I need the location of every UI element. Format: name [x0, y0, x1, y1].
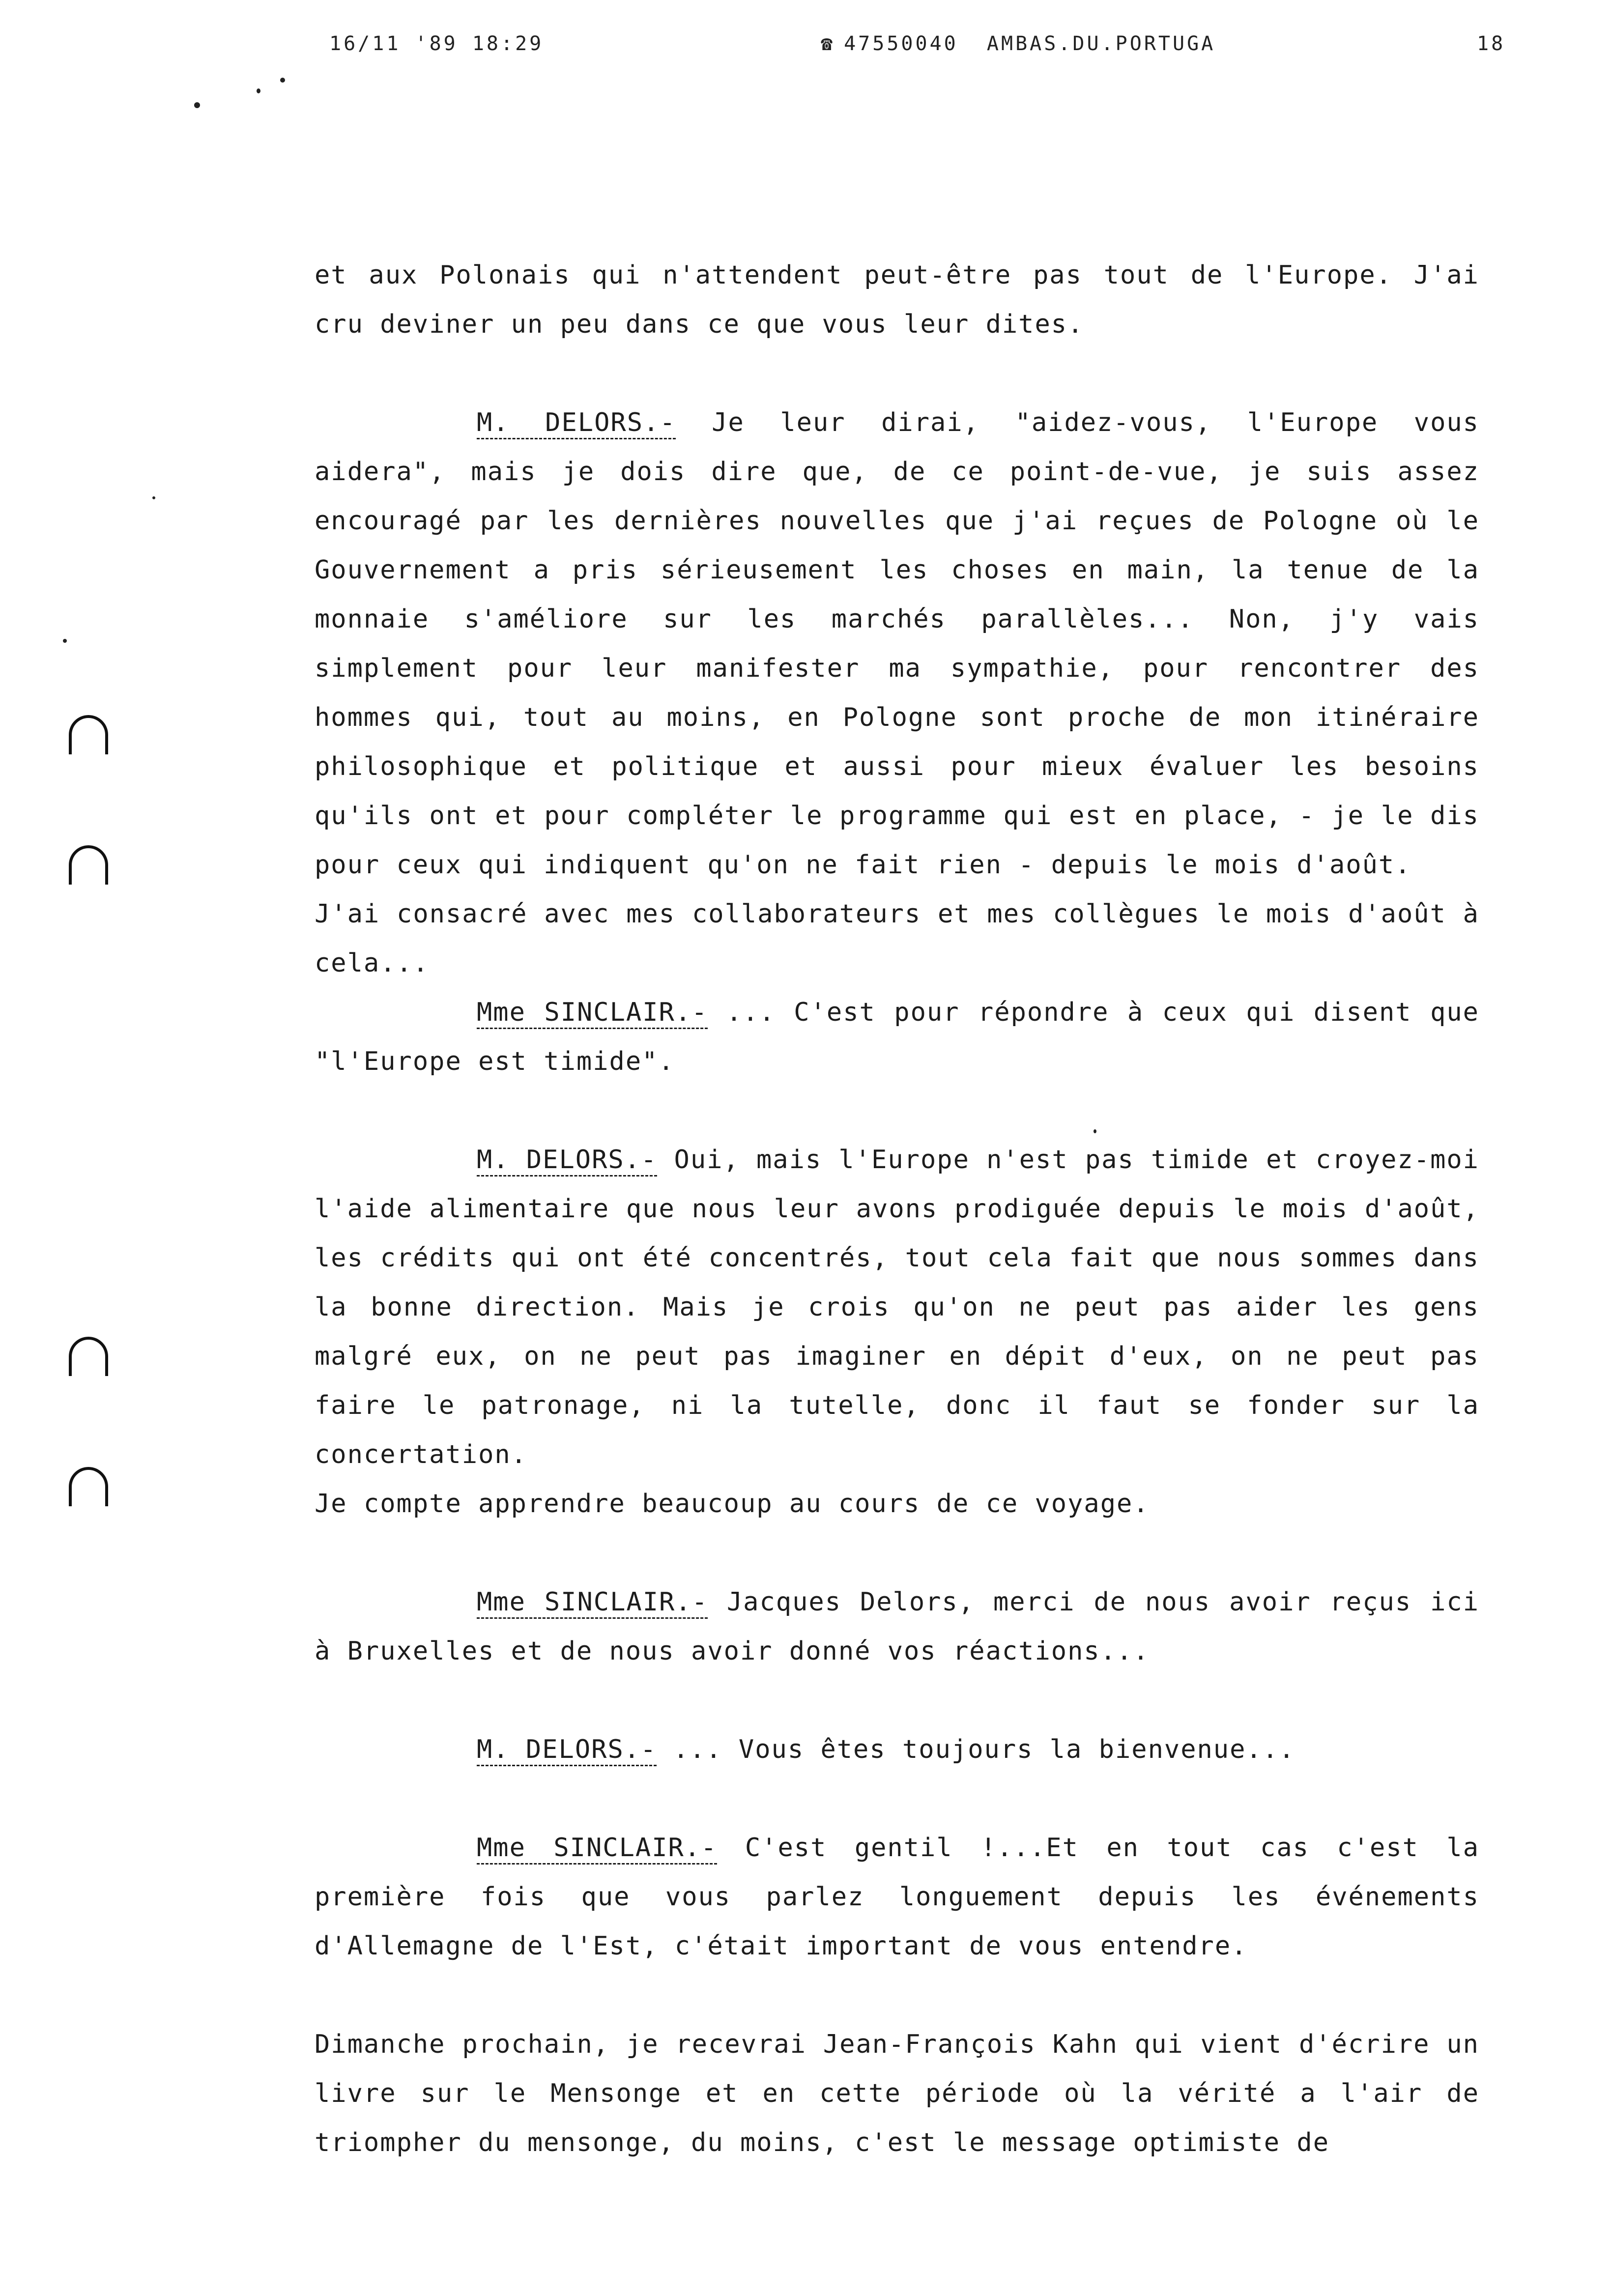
scan-speck	[194, 102, 200, 108]
scan-speck	[152, 496, 155, 499]
speaker-label: M. DELORS.-	[477, 1145, 658, 1175]
paragraph	[315, 988, 1479, 1086]
paragraph	[315, 398, 1479, 890]
paragraph	[315, 2020, 1479, 2167]
paragraph	[315, 1823, 1479, 1971]
paragraph-text: Dimanche prochain, je recevrai Jean-François Kahn qui vient d'écrire un livre sur le Mensonge et en cette période où la vérité a l'air de triompher du mensonge, du moins, c'est le message optimiste de	[315, 2030, 1479, 2157]
fax-sender-line	[821, 32, 1215, 55]
paragraph	[315, 1578, 1479, 1676]
scan-speck	[257, 88, 260, 93]
paragraph-text: et aux Polonais qui n'attendent peut-être pas tout de l'Europe. J'ai cru deviner un peu dans ce que vous leur dites.	[315, 260, 1479, 339]
punch-hole-mark	[69, 1337, 108, 1376]
paragraph-text: Jacques Delors, merci de nous avoir reçus ici à Bruxelles et de nous avoir donné vos réactions...	[315, 1587, 1479, 1666]
punch-hole-mark	[69, 715, 108, 754]
paragraph-text: J'ai consacré avec mes collaborateurs et mes collègues le mois d'août à cela...	[315, 899, 1479, 978]
paragraph	[315, 1479, 1479, 1528]
fax-page-number: 18	[1477, 32, 1506, 55]
phone-icon: ☎	[821, 32, 835, 55]
fax-date-time: 16/11 '89 18:29	[329, 32, 544, 55]
fax-header	[0, 32, 1612, 62]
speaker-label: Mme SINCLAIR.-	[477, 1833, 718, 1863]
paragraph-text: Je leur dirai, "aidez-vous, l'Europe vous aidera", mais je dois dire que, de ce point-de-vue, je suis assez encouragé par les dernières nouvelles que j'ai reçues de Pologne où le Gouvernement a pris sérieusement les choses en main, la tenue de la monnaie s'améliore sur les marchés parallèles... Non, j'y vais simplement pour leur manifester ma sympathie, pour rencontrer des hommes qui, tout au moins, en Pologne sont proche de mon itinéraire philosophique et politique et aussi pour mieux évaluer les besoins qu'ils ont et pour compléter le programme qui est en place, - je le dis pour ceux qui indiquent qu'on ne fait rien - depuis le mois d'août.	[315, 408, 1479, 880]
paragraph-text: Je compte apprendre beaucoup au cours de ce voyage.	[315, 1489, 1150, 1519]
speaker-label: Mme SINCLAIR.-	[477, 1587, 708, 1617]
paragraph-text: ... Vous êtes toujours la bienvenue...	[657, 1735, 1295, 1764]
punch-hole-mark	[69, 845, 108, 885]
scan-speck	[63, 639, 67, 643]
paragraph	[315, 1725, 1479, 1774]
paragraph-text: Oui, mais l'Europe n'est pas timide et croyez-moi l'aide alimentaire que nous leur avons prodiguée depuis le mois d'août, les crédits qui ont été concentrés, tout cela fait que nous sommes dans la bonne direction. Mais je crois qu'on ne peut pas aider les gens malgré eux, on ne peut pas imaginer en dépit d'eux, on ne peut pas faire le patronage, ni la tutelle, donc il faut se fonder sur la concertation.	[315, 1145, 1479, 1469]
paragraph	[315, 1135, 1479, 1479]
fax-number: 47550040	[844, 32, 958, 55]
paragraph	[315, 251, 1479, 349]
transcript-body	[315, 251, 1479, 2167]
paragraph-text: C'est gentil !...Et en tout cas c'est la première fois que vous parlez longuement depuis les événements d'Allemagne de l'Est, c'était important de vous entendre.	[315, 1833, 1479, 1961]
fax-sender: AMBAS.DU.PORTUGA	[986, 32, 1216, 55]
paragraph	[315, 890, 1479, 988]
paragraph-text: ... C'est pour répondre à ceux qui disent que "l'Europe est timide".	[315, 998, 1479, 1076]
speaker-label: M. DELORS.-	[477, 1735, 657, 1764]
scan-speck	[280, 78, 285, 83]
speaker-label: Mme SINCLAIR.-	[477, 998, 708, 1027]
speaker-label: M. DELORS.-	[477, 408, 676, 437]
punch-hole-mark	[69, 1467, 108, 1506]
